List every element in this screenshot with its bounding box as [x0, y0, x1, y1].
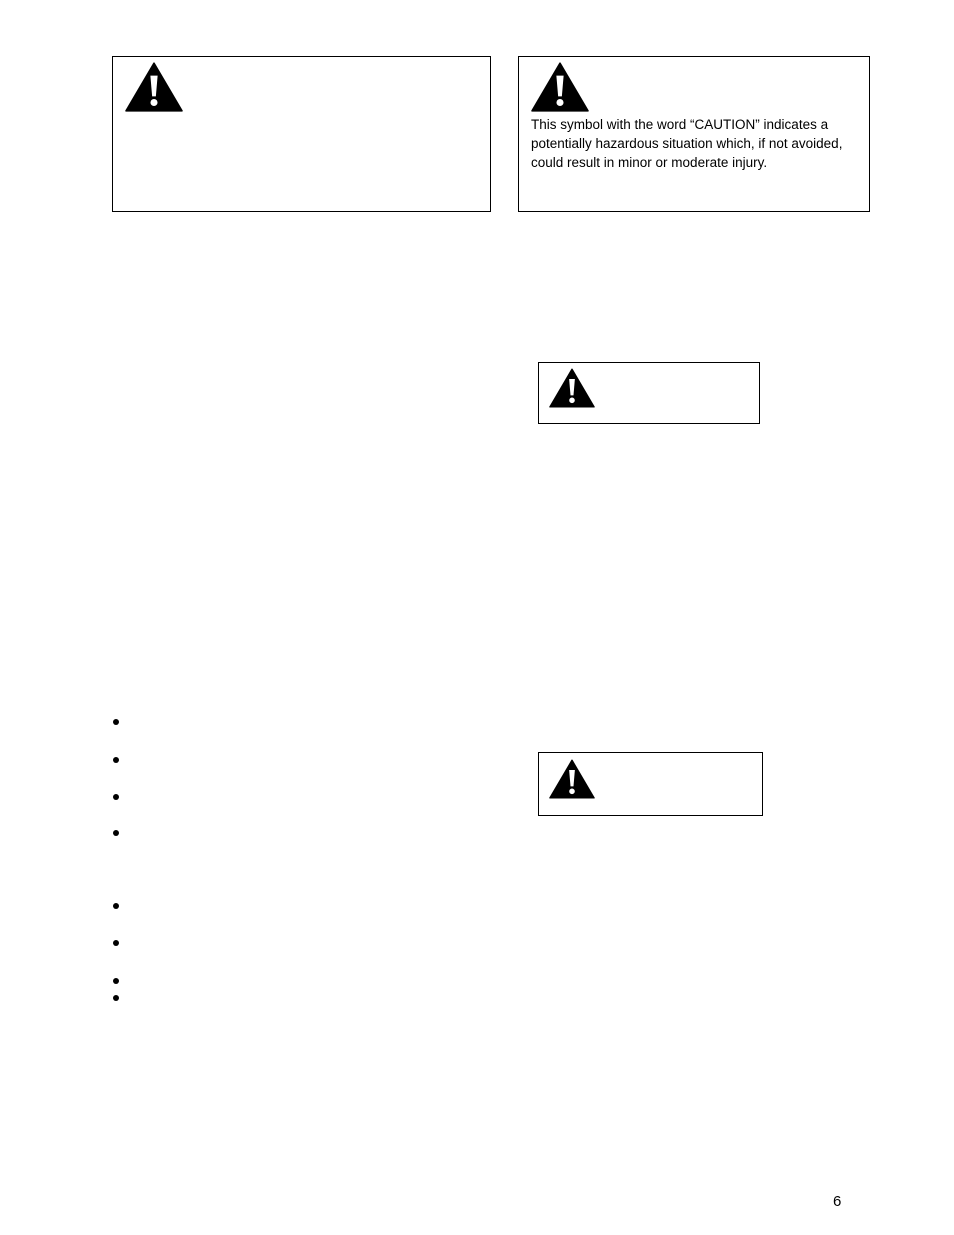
caution-description: This symbol with the word “CAUTION” indicates a potentially hazardous situation which, if not avoided, could result in minor or moderate injury.: [531, 117, 843, 170]
bullet-point: [113, 830, 119, 836]
warning-triangle-icon: [125, 62, 183, 112]
bullet-point: [113, 995, 119, 1001]
bullet-point: [113, 794, 119, 800]
warning-triangle-icon: [531, 62, 589, 112]
page-number: 6: [833, 1193, 842, 1210]
bullet-point: [113, 903, 119, 909]
small-warning-box-2: [538, 752, 763, 816]
bullet-point: [113, 940, 119, 946]
small-warning-box-1: [538, 362, 760, 424]
bullet-point: [113, 757, 119, 763]
caution-box: [518, 56, 870, 212]
bullet-point: [113, 978, 119, 984]
bullet-point: [113, 719, 119, 725]
warning-box: [112, 56, 491, 212]
warning-triangle-icon: [549, 368, 595, 408]
warning-triangle-icon: [549, 759, 595, 799]
